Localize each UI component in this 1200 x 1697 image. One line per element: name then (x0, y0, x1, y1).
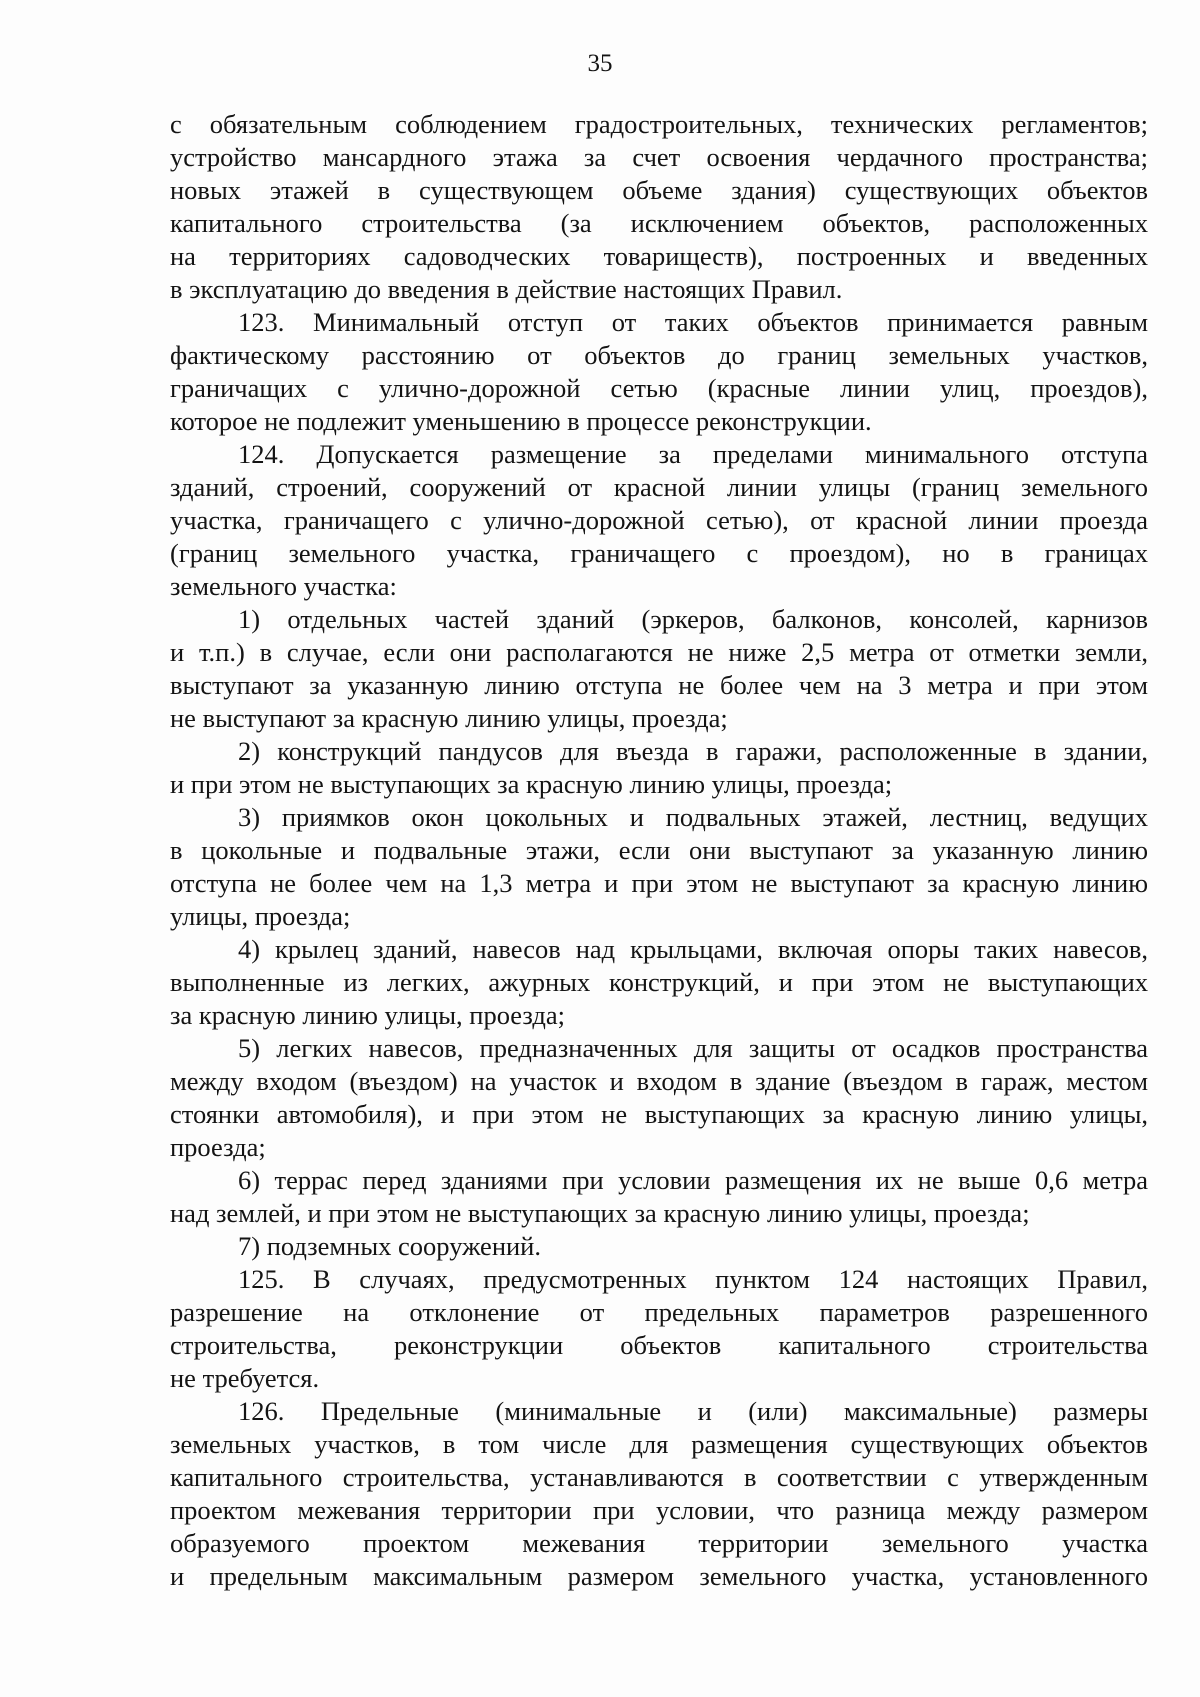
text-line: новых этажей в существующем объеме здания) существующих объектов (170, 175, 1148, 205)
text-line: проезда; (170, 1132, 266, 1162)
page-number: 35 (587, 50, 613, 77)
paragraph (170, 108, 1148, 306)
text-line: 3) приямков окон цокольных и подвальных этажей, лестниц, ведущих (238, 802, 1148, 832)
text-line: 1) отдельных частей зданий (эркеров, балконов, консолей, карнизов (238, 604, 1148, 634)
text-line: над землей, и при этом не выступающих за красную линию улицы, проезда; (170, 1198, 1030, 1228)
text-line: разрешение на отклонение от предельных параметров разрешенного (170, 1297, 1148, 1327)
text-line: земельных участков, в том числе для размещения существующих объектов (170, 1429, 1148, 1459)
paragraph (170, 603, 1148, 735)
text-line: земельного участка: (170, 571, 397, 601)
text-line: которое не подлежит уменьшению в процессе реконструкции. (170, 406, 872, 436)
text-line: на территориях садоводческих товариществ), построенных и введенных (170, 241, 1148, 271)
text-line: 4) крылец зданий, навесов над крыльцами, включая опоры таких навесов, (238, 934, 1148, 964)
paragraph (170, 1230, 1148, 1263)
paragraph (170, 801, 1148, 933)
text-line: за красную линию улицы, проезда; (170, 1000, 565, 1030)
text-line: отступа не более чем на 1,3 метра и при этом не выступают за красную линию (170, 868, 1148, 898)
text-line: в эксплуатацию до введения в действие настоящих Правил. (170, 274, 843, 304)
text-line: не требуется. (170, 1363, 320, 1393)
text-line: строительства, реконструкции объектов капитального строительства (170, 1330, 1148, 1360)
text-line: 125. В случаях, предусмотренных пунктом 124 настоящих Правил, (238, 1264, 1148, 1294)
text-line: граничащих с улично-дорожной сетью (красные линии улиц, проездов), (170, 373, 1148, 403)
paragraph (170, 438, 1148, 603)
text-line: не выступают за красную линию улицы, проезда; (170, 703, 728, 733)
paragraph (170, 933, 1148, 1032)
text-line: капитального строительства, устанавливаются в соответствии с утвержденным (170, 1462, 1148, 1492)
text-line: проектом межевания территории при условии, что разница между размером (170, 1495, 1148, 1525)
paragraph (170, 306, 1148, 438)
text-line: в цокольные и подвальные этажи, если они выступают за указанную линию (170, 835, 1148, 865)
text-line: 124. Допускается размещение за пределами минимального отступа (238, 439, 1148, 469)
text-line: улицы, проезда; (170, 901, 351, 931)
document-body (170, 108, 1148, 1593)
text-line: между входом (въездом) на участок и входом в здание (въездом в гараж, местом (170, 1066, 1148, 1096)
text-line: устройство мансардного этажа за счет освоения чердачного пространства; (170, 142, 1148, 172)
text-line: капитального строительства (за исключением объектов, расположенных (170, 208, 1148, 238)
paragraph (170, 1164, 1148, 1230)
text-line: зданий, строений, сооружений от красной линии улицы (границ земельного (170, 472, 1148, 502)
text-line: 6) террас перед зданиями при условии размещения их не выше 0,6 метра (238, 1165, 1148, 1195)
paragraph (170, 1395, 1148, 1593)
text-line: выполненные из легких, ажурных конструкций, и при этом не выступающих (170, 967, 1148, 997)
text-line: образуемого проектом межевания территории земельного участка (170, 1528, 1148, 1558)
text-line: с обязательным соблюдением градостроительных, технических регламентов; (170, 109, 1148, 139)
text-line: выступают за указанную линию отступа не более чем на 3 метра и при этом (170, 670, 1148, 700)
text-line: и т.п.) в случае, если они располагаются не ниже 2,5 метра от отметки земли, (170, 637, 1148, 667)
text-line: (границ земельного участка, граничащего с проездом), но в границах (170, 538, 1148, 568)
text-line: фактическому расстоянию от объектов до границ земельных участков, (170, 340, 1148, 370)
text-line: 2) конструкций пандусов для въезда в гаражи, расположенные в здании, (238, 736, 1148, 766)
paragraph (170, 1032, 1148, 1164)
text-line: и при этом не выступающих за красную линию улицы, проезда; (170, 769, 893, 799)
paragraph (170, 1263, 1148, 1395)
text-line: 7) подземных сооружений. (238, 1231, 541, 1261)
text-line: 123. Минимальный отступ от таких объектов принимается равным (238, 307, 1148, 337)
text-line: 5) легких навесов, предназначенных для защиты от осадков пространства (238, 1033, 1148, 1063)
text-line: стоянки автомобиля), и при этом не выступающих за красную линию улицы, (170, 1099, 1148, 1129)
paragraph (170, 735, 1148, 801)
text-line: 126. Предельные (минимальные и (или) максимальные) размеры (238, 1396, 1148, 1426)
text-line: участка, граничащего с улично-дорожной сетью), от красной линии проезда (170, 505, 1148, 535)
text-line: и предельным максимальным размером земельного участка, установленного (170, 1561, 1148, 1591)
